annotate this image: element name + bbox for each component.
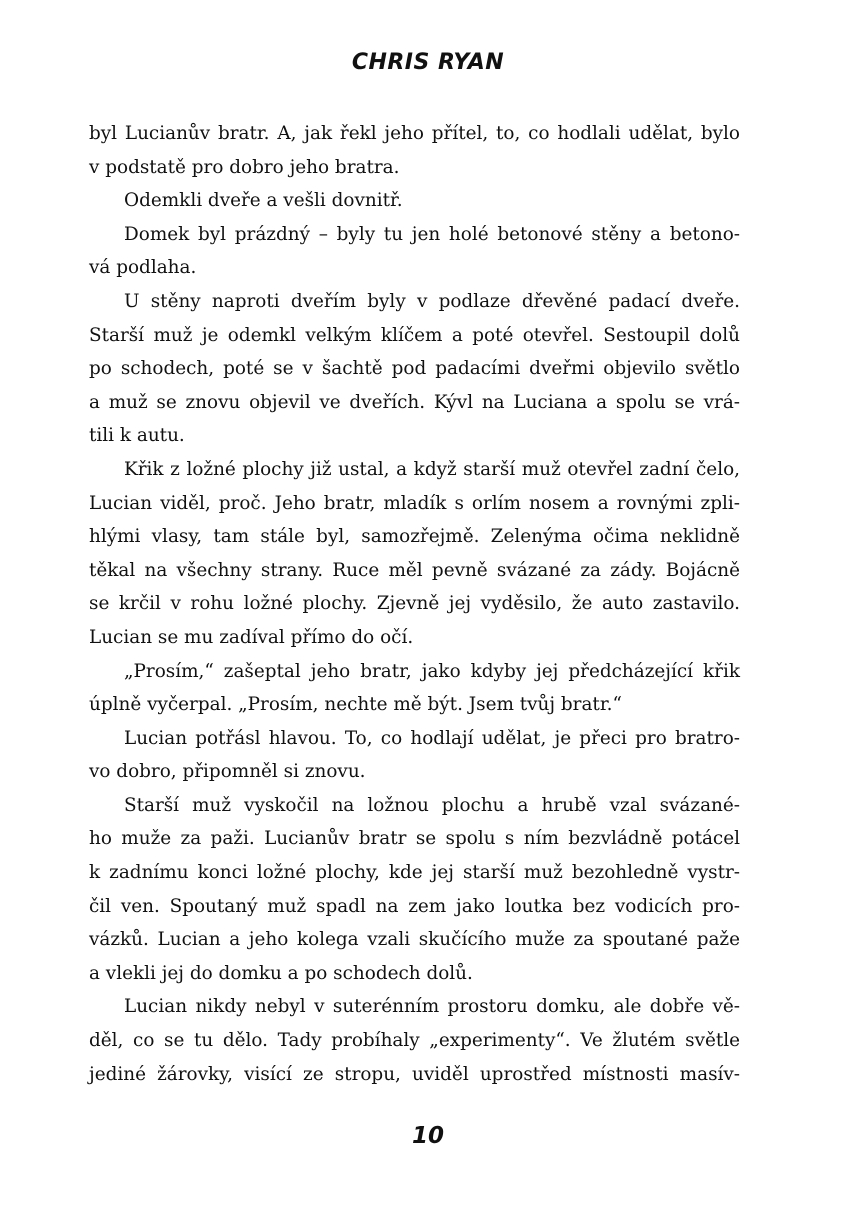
text-line: Lucian potřásl hlavou. To, co hodlají udělat, je přeci pro bratro- (124, 727, 740, 749)
text-line: Lucian se mu zadíval přímo do očí. (89, 626, 414, 648)
text-line: ho muže za paži. Lucianův bratr se spolu s ním bezvládně potácel (89, 828, 740, 850)
text-line: Starší muž vyskočil na ložnou plochu a hrubě vzal svázané- (124, 794, 740, 816)
text-line: v podstatě pro dobro jeho bratra. (89, 156, 400, 178)
text-line: děl, co se tu dělo. Tady probíhaly „experimenty“. Ve žlutém světle (89, 1030, 740, 1052)
running-header-author: CHRIS RYAN (351, 50, 505, 75)
text-line: byl Lucianův bratr. A, jak řekl jeho přítel, to, co hodlali udělat, bylo (89, 123, 740, 144)
text-line: „Prosím,“ zašeptal jeho bratr, jako kdyby jej předcházející křik (124, 660, 740, 682)
text-line: tili k autu. (89, 425, 185, 447)
text-line: U stěny naproti dveřím byly v podlaze dřevěné padací dveře. (124, 290, 740, 312)
text-line: Lucian nikdy nebyl v suterénním prostoru domku, ale dobře vě- (124, 996, 740, 1018)
paragraph (89, 722, 740, 789)
text-line: úplně vyčerpal. „Prosím, nechte mě být. Jsem tvůj bratr.“ (89, 694, 622, 716)
paragraph (89, 285, 740, 453)
text-line: Domek byl prázdný – byly tu jen holé betonové stěny a betono- (124, 223, 740, 245)
paragraph (89, 990, 740, 1091)
text-line: a muž se znovu objevil ve dveřích. Kývl na Luciana a spolu se vrá- (89, 391, 740, 413)
text-line: vázků. Lucian a jeho kolega vzali skučícího muže za spoutané paže (89, 929, 740, 951)
text-line: Odemkli dveře a vešli dovnitř. (124, 190, 403, 212)
page-number: 10 (411, 1123, 444, 1149)
body-text (89, 117, 740, 1091)
text-line: Křik z ložné plochy již ustal, a když starší muž otevřel zadní čelo, (124, 458, 740, 480)
paragraph (89, 184, 740, 218)
text-line: vo dobro, připomněl si znovu. (89, 761, 366, 783)
text-line: Starší muž je odemkl velkým klíčem a poté otevřel. Sestoupil dolů (89, 324, 740, 346)
text-line: se krčil v rohu ložné plochy. Zjevně jej vyděsilo, že auto zastavilo. (89, 593, 740, 615)
text-line: čil ven. Spoutaný muž spadl na zem jako loutka bez vodicích pro- (89, 895, 740, 917)
text-line: a vlekli jej do domku a po schodech dolů. (89, 962, 473, 984)
text-line: k zadnímu konci ložné plochy, kde jej starší muž bezohledně vystr- (89, 862, 740, 884)
text-line: po schodech, poté se v šachtě pod padacími dveřmi objevilo světlo (89, 358, 740, 380)
paragraph (89, 789, 740, 991)
text-line: jediné žárovky, visící ze stropu, uviděl uprostřed místnosti masív- (89, 1063, 740, 1085)
text-line: vá podlaha. (89, 257, 197, 279)
text-line: Lucian viděl, proč. Jeho bratr, mladík s orlím nosem a rovnými zpli- (89, 492, 740, 514)
paragraph (89, 655, 740, 722)
text-line: hlými vlasy, tam stále byl, samozřejmě. Zelenýma očima neklidně (89, 526, 740, 548)
text-line: těkal na všechny strany. Ruce měl pevně svázané za zády. Bojácně (89, 559, 740, 581)
paragraph (89, 117, 740, 184)
paragraph (89, 218, 740, 285)
paragraph (89, 453, 740, 655)
